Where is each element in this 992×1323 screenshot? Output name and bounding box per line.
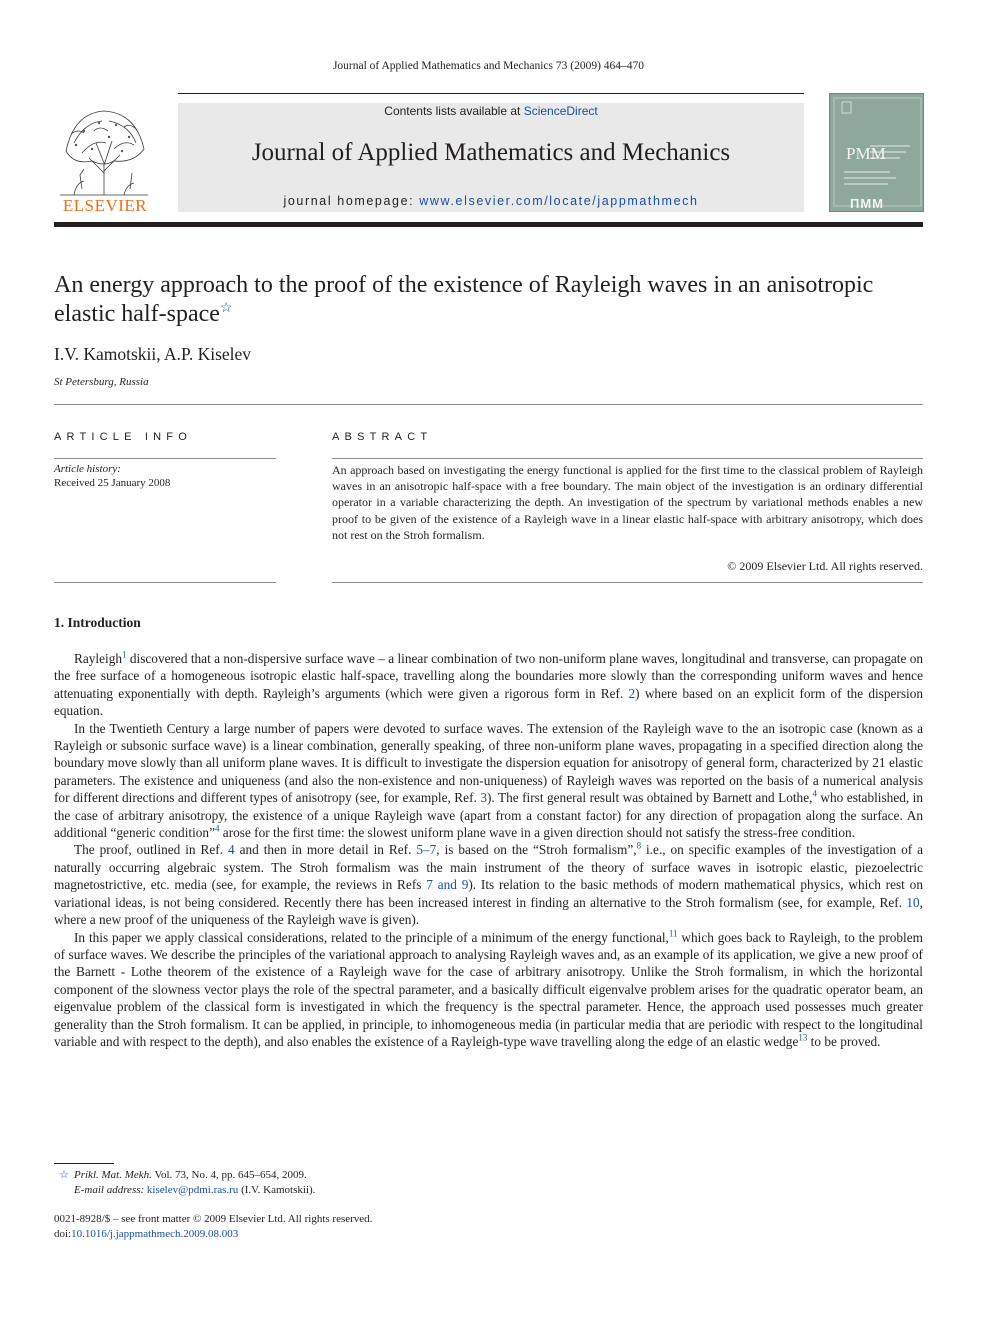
footnote-email: [54, 1183, 923, 1198]
masthead-top-rule: [178, 93, 804, 94]
ref-2[interactable]: 2: [628, 685, 636, 701]
footnote-journal: Prikl. Mat. Mekh.: [74, 1169, 152, 1181]
ref-4b[interactable]: 4: [214, 823, 220, 834]
elsevier-wordmark: ELSEVIER: [62, 196, 148, 215]
doi-label: doi:: [54, 1228, 72, 1240]
ref-4[interactable]: 4: [812, 788, 817, 799]
abstract-heading: ABSTRACT: [332, 431, 433, 443]
article-history-label: Article history:: [54, 463, 121, 475]
email-owner: (I.V. Kamotskii).: [238, 1184, 316, 1196]
abstract-bottom-rule: [332, 582, 923, 583]
ref-1[interactable]: 1: [122, 649, 127, 660]
article-title: [54, 271, 884, 329]
ref-5-7[interactable]: 5–7: [416, 842, 437, 858]
footnote-citation-rest: Vol. 73, No. 4, pp. 645–654, 2009.: [151, 1169, 307, 1181]
homepage-link[interactable]: www.elsevier.com/locate/jappmathmech: [419, 194, 699, 208]
paragraph-3: The proof, outlined in Ref. 4 and then in more detail in Ref. 5–7, is based on the “Stroh formalism”,$^8$ i.e., on specific examples of the investigation of a naturally occurring algebraic system. The Stroh formalism was the main instrument of the theory of surface waves in isotropic elastic, piezoelectric magnetostrictive, etc. media (see, for example, the reviews in Refs 7 and 9). Its relation to the basic methods of modern mathematical physics, which rest on variational ideas, is not being considered. Recently there has been increased interest in finding an alternative to the Stroh formalism (see, for example, Ref. 10, where a new proof of the uniqueness of the Rayleigh wave is given).: [54, 841, 923, 928]
article-info-top-rule: [54, 458, 276, 459]
header-divider: [54, 404, 923, 405]
journal-cover-thumbnail: [829, 93, 924, 212]
running-head: Journal of Applied Mathematics and Mechanics 73 (2009) 464–470: [332, 60, 645, 72]
paragraph-2: In the Twentieth Century a large number of papers were devoted to surface waves. The extension of the Rayleigh wave to the an isotropic case (known as a Rayleigh or subsonic surface wave) is a linear combination, generally speaking, of three non-uniform plane waves, propagating in a specified direction along the boundary move slowly than all uniform plane waves. It is difficult to investigate the dispersion equation for anisotropy of general form, characterized by 21 elastic parameters. The existence and uniqueness (and also the non-existence and non-uniqueness) of Rayleigh waves was reported on the basis of a numerical analysis for different directions and different types of anisotropy (see, for example, Ref. 3). The first general result was obtained by Barnett and Lothe,$^4$ who established, in the case of arbitrary anisotropy, the existence of a unique Rayleigh wave (apart from a constant factor) for any direction of propagation along the surface. An additional “generic condition”$^4$ arose for the first time: the slowest uniform plane wave in a given direction should not satisfy the stress-free condition.: [54, 720, 924, 841]
journal-masthead: [178, 103, 804, 212]
affiliation: St Petersburg, Russia: [54, 376, 149, 388]
homepage-prefix: journal homepage:: [283, 194, 420, 208]
introduction-body: [54, 650, 923, 1050]
journal-homepage: [178, 194, 804, 208]
email-label: E-mail address:: [74, 1184, 145, 1196]
ref-8[interactable]: 8: [636, 841, 642, 852]
ref-4c[interactable]: 4: [227, 842, 235, 858]
issn-line: 0021-8928/$ – see front matter © 2009 Elsevier Ltd. All rights reserved.: [54, 1213, 373, 1225]
title-footnote-mark[interactable]: ☆: [219, 301, 233, 316]
doi-link[interactable]: 10.1016/j.jappmathmech.2009.08.003: [71, 1228, 239, 1240]
authors: I.V. Kamotskii, A.P. Kiselev: [54, 344, 252, 364]
article-title-text: An energy approach to the proof of the existence of Rayleigh waves in an anisotropic elastic half-space: [54, 272, 874, 327]
cover-bottom-text: ПММ: [850, 196, 885, 211]
contents-prefix: Contents lists available at: [384, 104, 524, 118]
ref-11[interactable]: 11: [668, 928, 678, 939]
masthead-thick-rule: [54, 222, 923, 227]
section-heading-introduction: 1. Introduction: [54, 615, 141, 630]
article-info-bottom-rule: [54, 582, 276, 583]
paragraph-1: Rayleigh$^1$ discovered that a non-dispersive surface wave – a linear combination of two non-uniform plane waves, longitudinal and transverse, can propagate on the free surface of a homogeneous isotropic elastic half-space, travelling along the boundaries more slowly than the corresponding uniform waves and hence attenuating exponentially with depth. Rayleigh’s arguments (which were given a rigorous form in Ref. 2) where based on an explicit form of the dispersion equation.: [54, 649, 924, 719]
ref-10[interactable]: 10: [906, 894, 920, 910]
footnote-citation: [54, 1168, 923, 1183]
email-link[interactable]: kiselev@pdmi.ras.ru: [146, 1184, 239, 1196]
article-info-heading: ARTICLE INFO: [54, 431, 192, 443]
cover-logo: PMM: [846, 144, 886, 163]
abstract-copyright: © 2009 Elsevier Ltd. All rights reserved.: [727, 559, 923, 573]
ref-13[interactable]: 13: [798, 1032, 808, 1043]
journal-title: Journal of Applied Mathematics and Mechanics: [251, 139, 731, 166]
footnote-mark: ☆: [59, 1169, 69, 1181]
ref-3[interactable]: 3: [480, 790, 487, 806]
abstract-top-rule: [332, 458, 923, 459]
contents-line: [178, 104, 804, 118]
paragraph-4: In this paper we apply classical considerations, related to the principle of a minimum of the energy functional,$^{11}$ which goes back to Rayleigh, to the problem of surface waves. We describe the principles of the variational approach to analysing Rayleigh waves and, as an example of its application, we give a new proof of the Barnett - Lothe theorem of the existence of a Rayleigh wave for the case of arbitrary anisotropy. Unlike the Stroh formalism, in which the horizontal component of the slowness vector plays the role of the spectral parameter, and a basically difficult eigenvalve problem arises for the quadratic operator beam, an eigenvalue problem of the classical form is investigated in which the frequency is the spectral parameter. Hence, the approach used possesses much greater generality than the Stroh formalism. It can be applied, in principle, to inhomogeneous media (in particular media that are periodic with respect to the longitudinal variable and with respect to the depth), and also enables the existence of a Rayleigh-type wave travelling along the edge of an elastic wedge$^{13}$ to be proved.: [54, 928, 923, 1049]
sciencedirect-link[interactable]: ScienceDirect: [523, 104, 598, 118]
doi-line: [54, 1227, 238, 1242]
abstract-text: An approach based on investigating the energy functional is applied for the first time to the classical problem of Rayleigh waves in an anisotropic half-space with a free boundary. The main object of the investigation is an ordinary differential operator in a variable characterizing the depth. An investigation of the spectrum by variational methods enables a new proof to be given of the existence of a Rayleigh wave in a linear elastic half-space with arbitrary anisotropy, which does not rest on the Stroh formalism.: [332, 463, 923, 542]
footnote-rule: [54, 1163, 114, 1164]
received-date: Received 25 January 2008: [54, 477, 171, 489]
ref-7-and-9[interactable]: 7 and 9: [426, 877, 469, 893]
